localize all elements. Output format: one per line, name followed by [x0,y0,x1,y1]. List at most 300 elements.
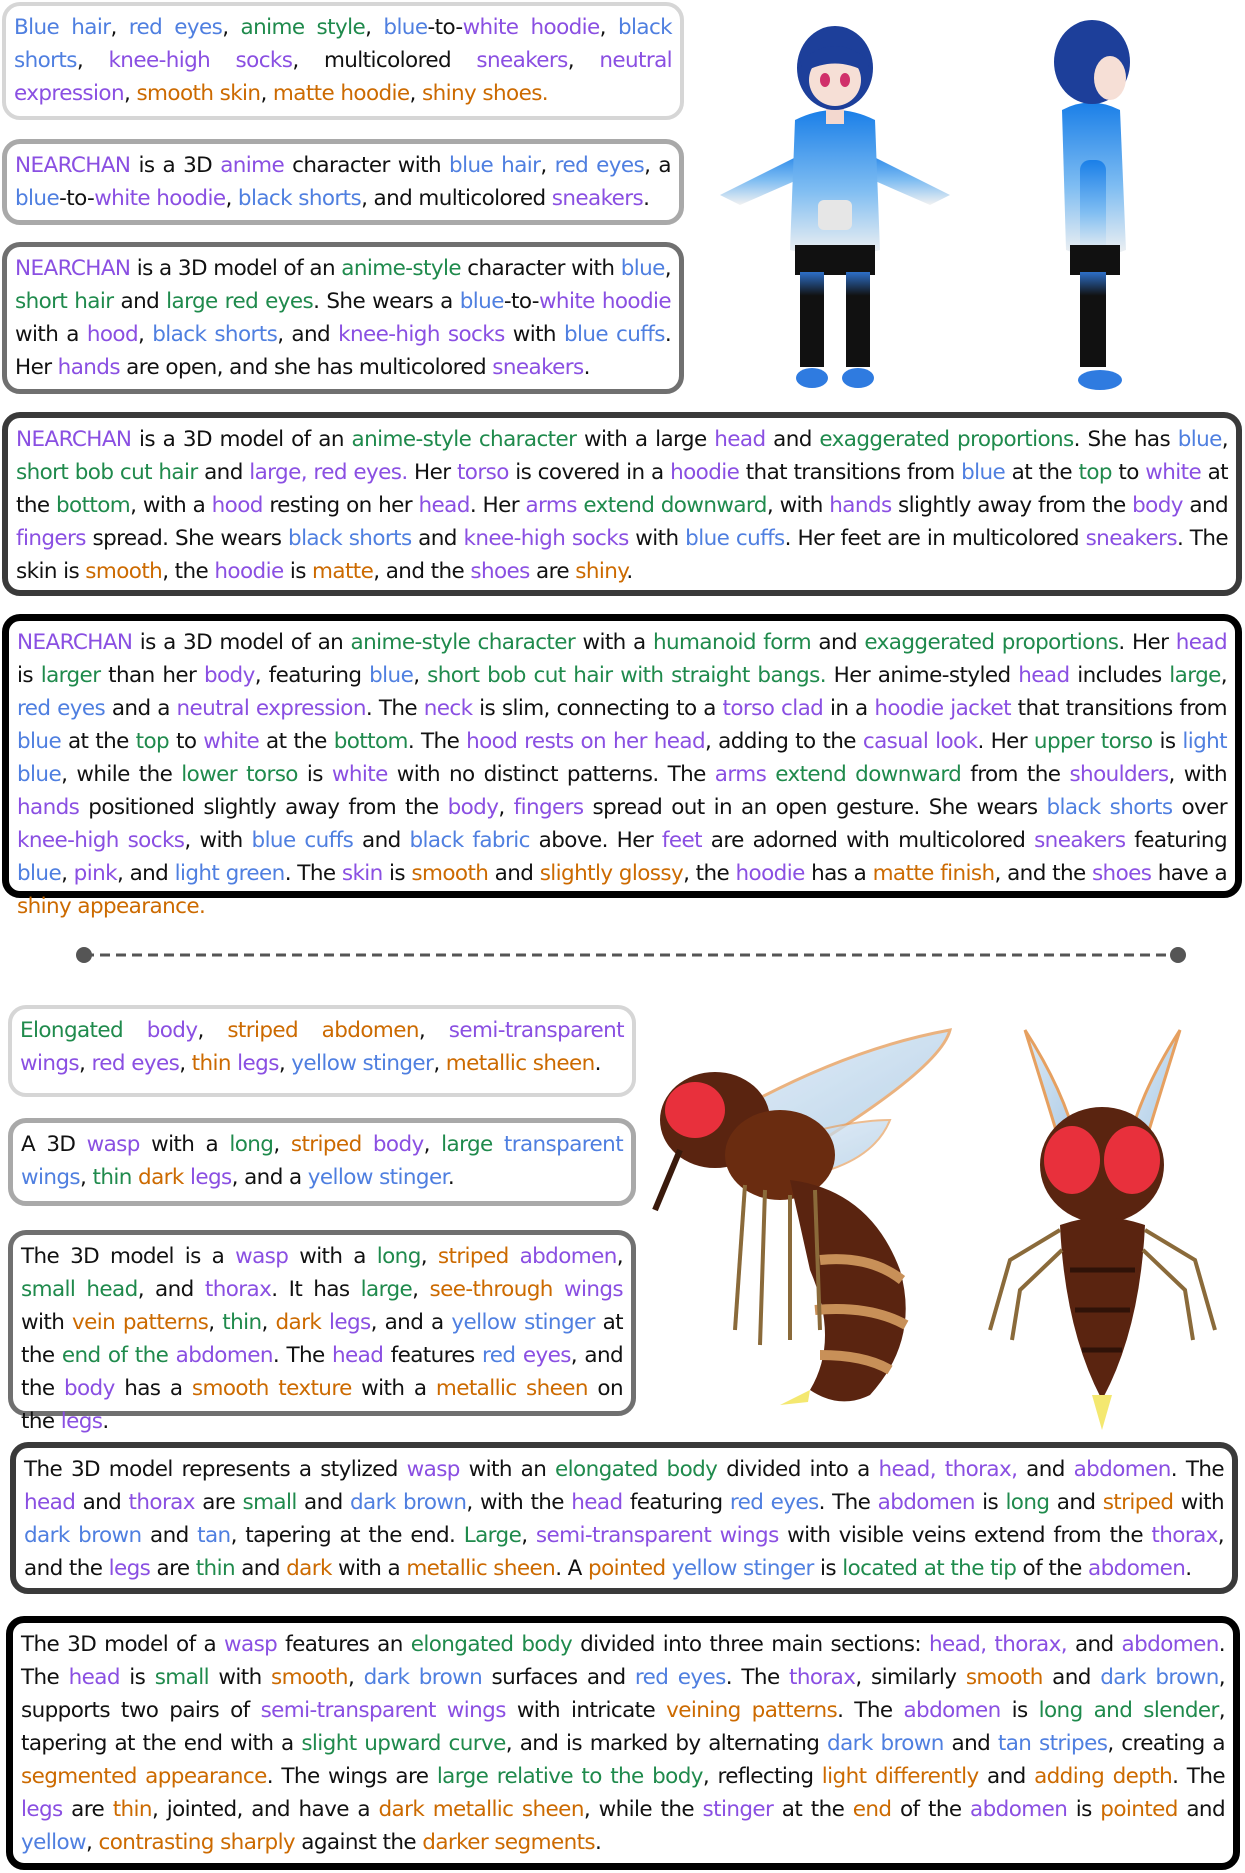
highlighted-term: red [482,1343,516,1368]
highlighted-term: black shorts [14,15,673,73]
highlighted-term: bottom [55,493,131,518]
highlighted-term: elongated body [410,1632,573,1657]
caption-text: . The skin is [16,526,1228,584]
caption-text: and [197,460,250,485]
caption-text: has a [114,1376,192,1401]
highlighted-term: red eyes [634,1665,726,1690]
highlighted-term: short bob cut hair [16,460,198,485]
caption-text: , while the [61,762,182,787]
highlighted-term: contrasting sharply [98,1830,296,1855]
highlighted-term: slight upward curve [301,1731,506,1756]
caption-text: and [75,1490,129,1515]
highlighted-term: large relative to the body [436,1764,703,1789]
caption-text: . A [555,1556,589,1581]
caption-text: , [79,1051,92,1076]
highlighted-term: body [203,663,255,688]
caption-text: with [208,1665,272,1690]
caption-text: , [208,1310,223,1335]
highlighted-term: sneakers [1034,828,1126,853]
highlighted-term: fingers [16,526,86,551]
caption-text: , [86,1830,99,1855]
caption-text: , adding to the [705,729,863,754]
caption-text: of the [891,1797,971,1822]
caption-text: divided into a [717,1457,879,1482]
caption-text: , [1220,663,1227,688]
caption-text: . [447,1165,455,1190]
highlighted-term: head [1175,630,1228,655]
highlighted-term: white [94,186,151,211]
highlighted-term: pointed [1100,1797,1178,1822]
highlighted-term: knee-high socks [17,828,185,853]
highlighted-term: light green [174,861,285,886]
highlighted-term: smooth [271,1665,348,1690]
highlighted-term: top [1078,460,1112,485]
highlighted-term: abdomen [175,1343,273,1368]
highlighted-term: body [63,1376,115,1401]
caption-text: , tapering at the end. [230,1523,464,1548]
highlighted-term: elongated body [555,1457,718,1482]
caption-text: , [222,15,241,40]
caption-text: character with [460,256,621,281]
highlighted-term: knee-high socks [463,526,629,551]
caption-text: spread out in an open gesture. She wears [583,795,1047,820]
caption-text: , [1221,427,1229,452]
caption-text: , [413,663,428,688]
caption-text: . It has [271,1277,361,1302]
caption-text: , [599,15,618,40]
highlighted-term: abdomen [1088,1556,1186,1581]
highlighted-term: head [1018,663,1070,688]
highlighted-term: black shorts [237,186,362,211]
highlighted-term: white [538,289,595,314]
caption-text: and [1182,493,1229,518]
highlighted-term: white [203,729,260,754]
highlighted-term: light differently [821,1764,979,1789]
highlighted-term: pointed [588,1556,666,1581]
caption-text: and [978,1764,1035,1789]
caption-text: , [138,322,153,347]
caption-text: and [765,427,820,452]
highlighted-term: metallic sheen [445,1051,595,1076]
highlighted-term: long [376,1244,421,1269]
highlighted-term: fingers [513,795,584,820]
highlighted-term: large [441,1132,493,1157]
highlighted-term: thin [191,1051,231,1076]
highlighted-term: NEARCHAN [16,427,132,452]
highlighted-term: short hair [15,289,114,314]
caption-text: , [197,1018,228,1043]
highlighted-term: tan [197,1523,231,1548]
caption-text: with visible veins extend from the [778,1523,1152,1548]
highlighted-term: matte [312,559,374,584]
highlighted-term: blue cuffs [563,322,665,347]
caption-text: , and the [994,861,1092,886]
highlighted-term: pink [73,861,117,886]
highlighted-term: semi-transparent wings [20,1018,624,1076]
highlighted-term: transparent wings [21,1132,624,1190]
caption-text: with a [288,1244,377,1269]
caption-text: Her [407,460,457,485]
highlighted-term: Blue hair [14,15,111,40]
caption-text: . The [837,1698,904,1723]
highlighted-term: lower torso [181,762,298,787]
highlighted-term: shiny shoes. [422,81,549,106]
caption-text: includes [1069,663,1170,688]
highlighted-term: red eyes [17,696,106,721]
highlighted-term: wasp [235,1244,289,1269]
caption-text [362,1132,373,1157]
highlighted-term: head [24,1490,76,1515]
caption-text: and [113,289,167,314]
caption-text: at the [259,729,334,754]
highlighted-term: abdomen [970,1797,1068,1822]
wasp-render [640,1010,1245,1430]
highlighted-term: thorax [204,1277,272,1302]
highlighted-term: black shorts [152,322,278,347]
caption-text: with intricate [505,1698,667,1723]
section-divider [0,940,1245,970]
caption-text: . She wears a [313,289,460,314]
caption-text: , [260,81,273,106]
caption-text: at the [773,1797,853,1822]
highlighted-term: anime style [240,15,366,40]
highlighted-term: thin [112,1797,152,1822]
caption-level-4 [2,412,1242,596]
highlighted-term: end [852,1797,892,1822]
caption-text [168,1343,175,1368]
caption-text: , [409,81,423,106]
caption-text: , [521,1523,536,1548]
caption-text: in a [823,696,875,721]
highlighted-term: sneakers [1085,526,1177,551]
caption-text: above. Her [529,828,662,853]
caption-text: , [225,186,238,211]
caption-text: . [626,559,633,584]
highlighted-term: thorax [789,1665,856,1690]
caption-text: and [411,526,464,551]
highlighted-term: striped abdomen [227,1018,419,1043]
caption-text: , [498,795,514,820]
highlighted-term: knee-high socks [108,48,293,73]
caption-text: are [194,1490,243,1515]
caption-text: is [17,663,41,688]
caption-text: at the [61,729,136,754]
highlighted-term: yellow stinger [671,1556,814,1581]
caption-text: is slim, connecting to a [472,696,723,721]
highlighted-term: hood [211,493,263,518]
caption-text: , [412,1277,430,1302]
highlighted-term: hoodie [530,15,600,40]
caption-text: The 3D model represents a stylized [24,1457,407,1482]
caption-text: -to- [59,186,95,211]
caption-text: at the [16,460,1229,518]
highlighted-term: striped [290,1132,362,1157]
caption-text: are [62,1797,113,1822]
highlighted-term: semi-transparent wings [260,1698,506,1723]
caption-text: that transitions from [1010,696,1227,721]
highlighted-term: thorax [1151,1523,1218,1548]
caption-text: against the [295,1830,423,1855]
caption-text: -to- [427,15,463,40]
highlighted-term: blue [383,15,428,40]
caption-text: , [278,1051,292,1076]
caption-text: surfaces and [482,1665,635,1690]
caption-text: is [1152,729,1183,754]
caption-text: , [664,256,671,281]
caption-text: . [583,355,590,380]
caption-text: is [813,1556,843,1581]
caption-text: with a [15,322,87,347]
caption-text: and [1049,1490,1103,1515]
caption-level-4 [10,1442,1238,1594]
caption-text: , and multicolored [361,186,552,211]
highlighted-term: head, thorax, [928,1632,1067,1657]
caption-level-2 [2,139,684,225]
caption-text: , [123,81,137,106]
caption-level-3 [2,242,684,394]
highlighted-term: hoodie [670,460,740,485]
caption-text: , [80,1165,93,1190]
caption-text: . Her [469,493,526,518]
caption-text: slightly away from the [891,493,1133,518]
caption-text: , [76,48,109,73]
highlighted-term: head [571,1490,623,1515]
caption-text: , and [116,861,175,886]
caption-text [493,1132,504,1157]
caption-text: , with [1168,762,1228,787]
caption-text: is [1067,1797,1101,1822]
caption-text: . The [365,696,424,721]
highlighted-term: eyes [522,1343,571,1368]
highlighted-term: skin [341,861,383,886]
highlighted-term: neutral expression [14,48,673,106]
caption-text: positioned slightly away from the [79,795,448,820]
highlighted-term: stinger [702,1797,774,1822]
caption-text: , and a [231,1165,308,1190]
highlighted-term: arms [525,493,577,518]
caption-text: to [169,729,204,754]
highlighted-term: wings [563,1277,624,1302]
highlighted-term: thin [92,1165,132,1190]
highlighted-term: legs [189,1165,232,1190]
caption-text [766,762,775,787]
caption-text: is [119,1665,155,1690]
highlighted-term: body [1132,493,1183,518]
caption-text: is [382,861,412,886]
caption-level-5 [2,614,1242,919]
highlighted-term: tan stripes [997,1731,1108,1756]
caption-text: . The [1172,1764,1225,1789]
highlighted-term: black shorts [288,526,412,551]
caption-text [515,1343,522,1368]
highlighted-term: arms [714,762,767,787]
highlighted-term: white [331,762,388,787]
caption-text: on the [21,1376,624,1434]
caption-text: with a [575,630,653,655]
highlighted-term: torso clad [722,696,824,721]
caption-text [518,15,530,40]
highlighted-term: head [714,427,766,452]
highlighted-term: wasp [406,1457,460,1482]
highlighted-term: blue [961,460,1006,485]
caption-text: , similarly [855,1665,966,1690]
highlighted-term: large [360,1277,413,1302]
highlighted-term: wasp [224,1632,278,1657]
caption-text: and [141,1523,198,1548]
highlighted-term: segmented appearance [21,1764,267,1789]
highlighted-term: darker segments [422,1830,596,1855]
caption-text: . [1185,1556,1192,1581]
caption-text: . The wings are [266,1764,437,1789]
character-front-view [720,26,950,388]
highlighted-term: striped [437,1244,509,1269]
highlighted-term: shoes [470,559,530,584]
highlighted-term: NEARCHAN [17,630,133,655]
highlighted-term: exaggerated proportions [819,427,1074,452]
highlighted-term: blue hair [449,153,541,178]
highlighted-term: legs [328,1310,371,1335]
caption-text: from the [961,762,1070,787]
highlighted-term: matte hoodie [272,81,410,106]
highlighted-term: blue [620,256,665,281]
caption-text: is [974,1490,1006,1515]
highlighted-term: yellow stinger [307,1165,448,1190]
highlighted-term: yellow [21,1830,87,1855]
caption-text: . Her feet are in multicolored [784,526,1086,551]
caption-text: with [504,322,564,347]
highlighted-term: NEARCHAN [15,256,131,281]
caption-text: character with [284,153,450,178]
caption-text: and a [105,696,177,721]
caption-text: and [943,1731,998,1756]
highlighted-term: long [229,1132,274,1157]
caption-text: , jointed, and have a [151,1797,379,1822]
caption-text: . [643,186,650,211]
highlighted-term: yellow stinger [291,1051,434,1076]
highlighted-term: dark [275,1310,322,1335]
highlighted-term: hood rests on her head [466,729,706,754]
caption-text: . The [1170,1457,1225,1482]
highlighted-term: torso [456,460,509,485]
highlighted-term: blue cuffs [251,828,354,853]
caption-text: and [1042,1665,1101,1690]
highlighted-term: legs [21,1797,63,1822]
highlighted-term: large [1169,663,1221,688]
caption-text: divided into three main sections: [572,1632,929,1657]
caption-text: and [1017,1457,1074,1482]
highlighted-term: dark [138,1165,184,1190]
caption-text: and [1067,1632,1122,1657]
highlighted-term: yellow stinger [451,1310,595,1335]
caption-text: features [383,1343,482,1368]
highlighted-term: long and slender [1038,1698,1219,1723]
caption-text: . [102,1409,109,1434]
caption-text: , and a [370,1310,452,1335]
caption-text: . Her [15,322,672,380]
caption-text: with no distinct patterns. The [387,762,715,787]
caption-text: is a 3D model of an [130,256,342,281]
highlighted-term: dark brown [350,1490,467,1515]
highlighted-term: see-through [429,1277,553,1302]
caption-text: , [540,153,555,178]
caption-text: and [296,1490,350,1515]
caption-text: . Her [977,729,1034,754]
highlighted-term: smooth skin [136,81,261,106]
highlighted-term: blue [459,289,504,314]
highlighted-term: small [242,1490,297,1515]
caption-text: . The [818,1490,878,1515]
caption-text: , with [184,828,252,853]
caption-text: with a [331,1556,407,1581]
caption-text [509,1244,520,1269]
caption-text: and [353,828,410,853]
caption-level-5 [6,1616,1240,1870]
caption-text: . The [284,861,342,886]
caption-text: and [811,630,865,655]
caption-text: and [488,861,540,886]
highlighted-term: dark brown [24,1523,142,1548]
wasp-front-view [990,1030,1215,1430]
character-side-view [1054,20,1130,390]
highlighted-term: feet [661,828,702,853]
caption-text: , and the [24,1523,1225,1581]
caption-text: , [616,1244,624,1269]
caption-text: to [1111,460,1146,485]
highlighted-term: neck [423,696,473,721]
highlighted-term: black shorts [1046,795,1173,820]
highlighted-term: located at the tip [842,1556,1017,1581]
caption-text [123,1018,147,1043]
caption-text: The 3D model of a [21,1632,225,1657]
caption-level-1 [2,2,684,120]
caption-text: , [61,861,74,886]
highlighted-term: blue [17,729,62,754]
highlighted-term: NEARCHAN [15,153,131,178]
caption-text: are open, and she has multicolored [119,355,493,380]
highlighted-term: Elongated [20,1018,124,1043]
highlighted-term: head [331,1343,384,1368]
caption-text: , and is marked by alternating [505,1731,828,1756]
caption-text: , multicolored [292,48,477,73]
highlighted-term: casual look [862,729,978,754]
highlighted-term: dark metallic sheen [378,1797,584,1822]
highlighted-term: red eyes [554,153,645,178]
caption-text: is [1000,1698,1039,1723]
highlighted-term: smooth [411,861,489,886]
caption-text: Her anime-styled [825,663,1019,688]
caption-text: resting on her [262,493,419,518]
caption-text: with [628,526,686,551]
caption-text [321,1310,329,1335]
caption-text: at the [21,1310,624,1368]
highlighted-term: extend downward [583,493,767,518]
caption-text: is a 3D model of an [131,427,352,452]
caption-text: . [595,1830,602,1855]
caption-text: is a 3D [130,153,221,178]
caption-text: , and the [21,1343,624,1401]
highlighted-term: matte finish [872,861,995,886]
caption-text: that transitions from [739,460,962,485]
highlighted-term: top [135,729,170,754]
highlighted-term: legs [237,1051,279,1076]
caption-level-1 [8,1005,636,1097]
caption-text: , a [644,153,671,178]
caption-text: with [1173,1490,1224,1515]
highlighted-term: long [1005,1490,1050,1515]
caption-text: spread. She wears [85,526,289,551]
highlighted-term: large red eyes [166,289,314,314]
caption-text: , [567,48,600,73]
